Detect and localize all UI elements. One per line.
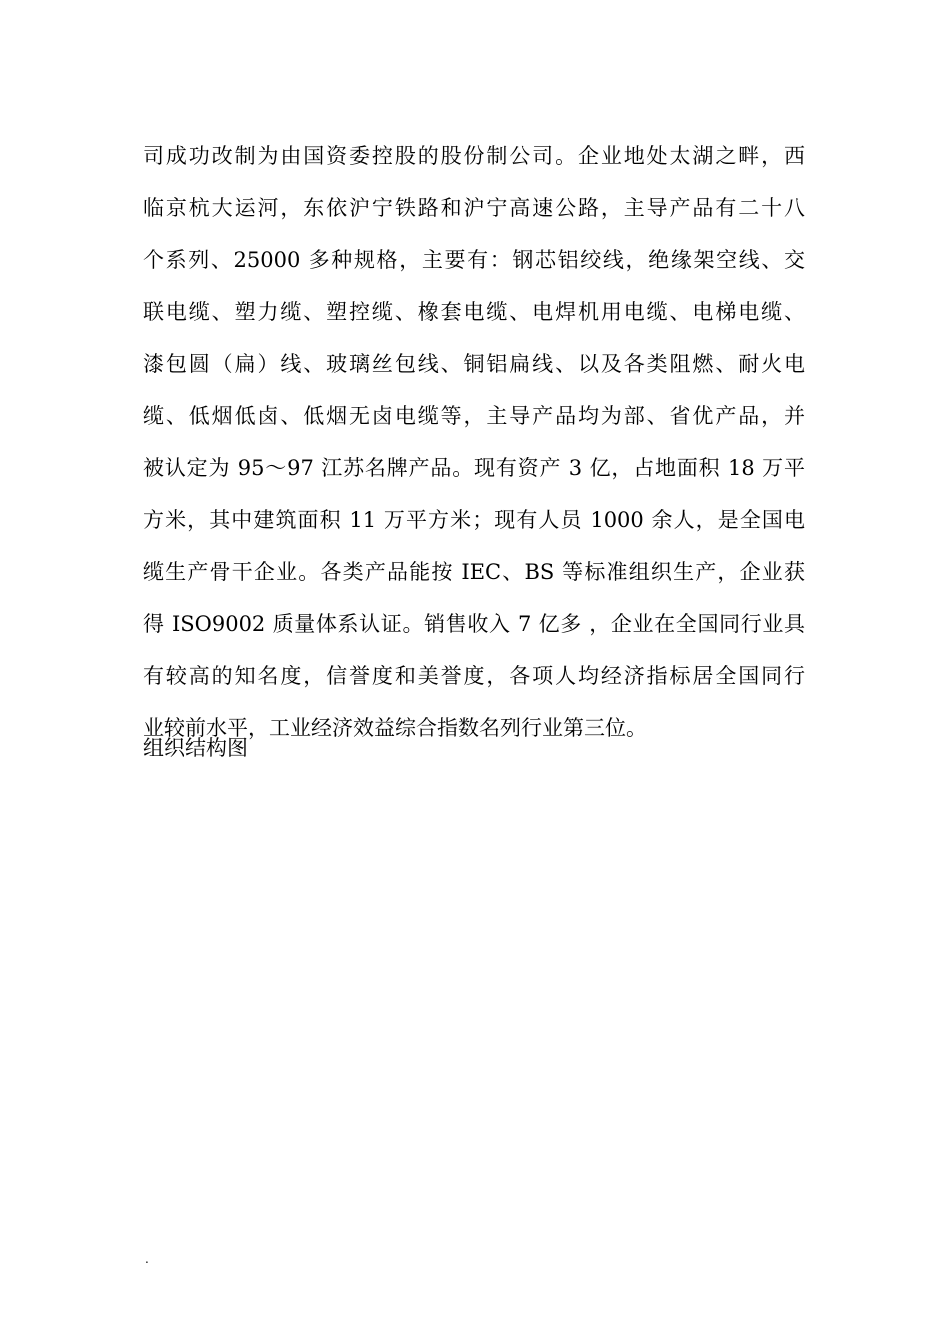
paragraph-line: 方米，其中建筑面积 11 万平方米；现有人员 1000 余人，是全国电	[143, 508, 805, 532]
paragraph-line: 司成功改制为由国资委控股的股份制公司。企业地处太湖之畔，西	[143, 144, 805, 168]
footer-mark: .	[145, 1252, 149, 1266]
paragraph-line: 临京杭大运河，东依沪宁铁路和沪宁高速公路，主导产品有二十八	[143, 196, 805, 220]
body-paragraph	[143, 130, 823, 754]
paragraph-line: 联电缆、塑力缆、塑控缆、橡套电缆、电焊机用电缆、电梯电缆、	[143, 300, 805, 324]
paragraph-line: 个系列、25000 多种规格，主要有：钢芯铝绞线，绝缘架空线、交	[143, 248, 805, 272]
paragraph-line: 有较高的知名度，信誉度和美誉度，各项人均经济指标居全国同行	[143, 664, 805, 688]
paragraph-line: 被认定为 95～97 江苏名牌产品。现有资产 3 亿，占地面积 18 万平	[143, 456, 805, 480]
section-heading: 组织结构图	[143, 736, 248, 760]
paragraph-line: 缆、低烟低卤、低烟无卤电缆等，主导产品均为部、省优产品，并	[143, 404, 805, 428]
paragraph-line: 业较前水平，工业经济效益综合指数名列行业第三位。	[143, 716, 647, 740]
paragraph-line: 得 ISO9002 质量体系认证。销售收入 7 亿多 ，企业在全国同行业具	[143, 612, 805, 636]
paragraph-line: 缆生产骨干企业。各类产品能按 IEC、BS 等标准组织生产，企业获	[143, 560, 805, 584]
paragraph-line: 漆包圆（扁）线、玻璃丝包线、铜铝扁线、以及各类阻燃、耐火电	[143, 352, 805, 376]
